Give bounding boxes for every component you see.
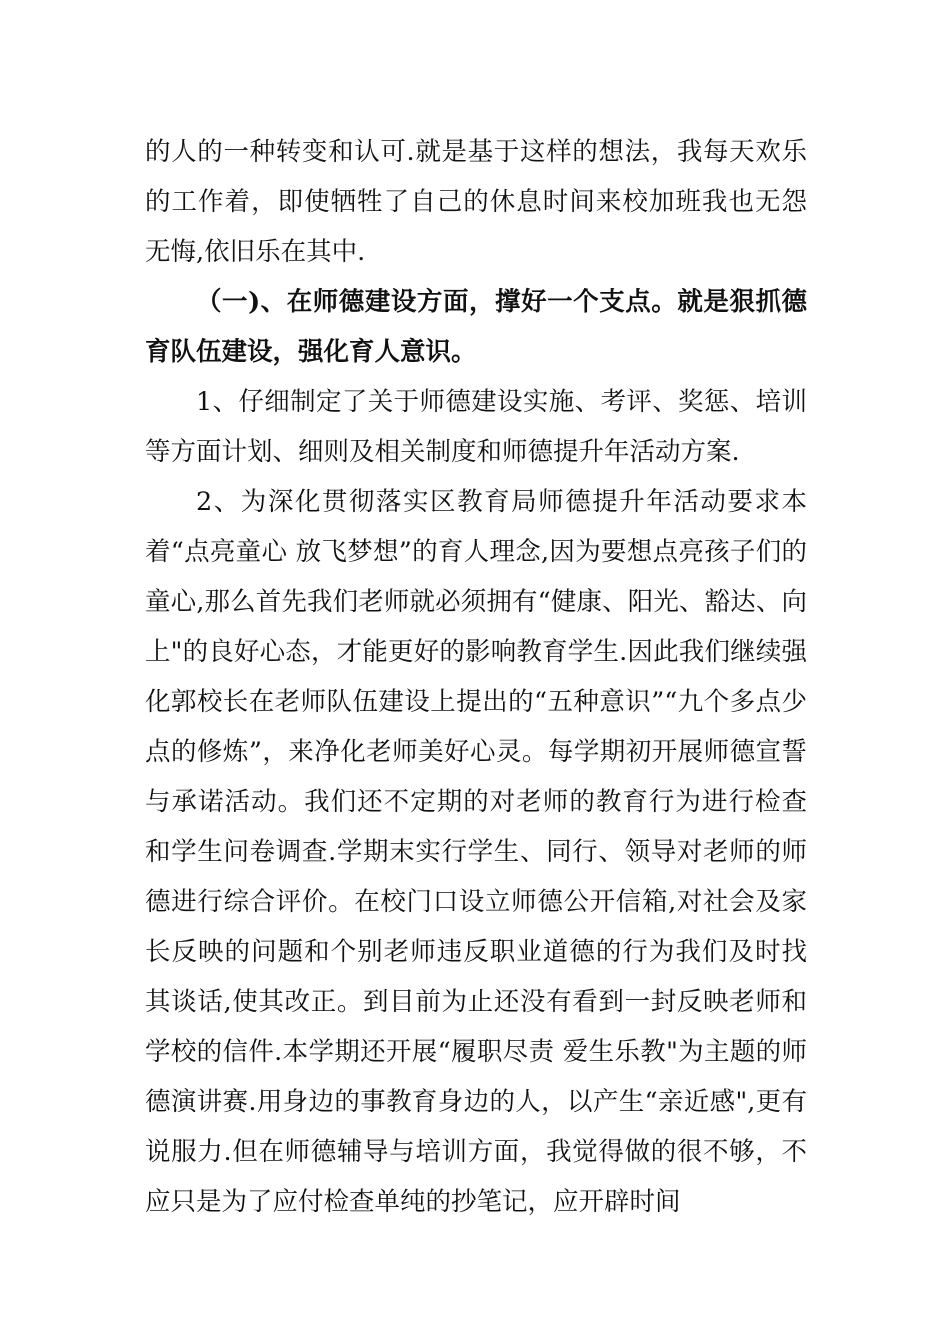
paragraph-item-2: 2、为深化贯彻落实区教育局师德提升年活动要求本着“点亮童心 放飞梦想”的育人理念,因为要想点亮孩子们的童心,那么首先我们老师就必须拥有“健康、阳光、豁达、向上"的良好心态，才能更好的影响教育学生.因此我们继续强化郭校长在老师队伍建设上提出的“五种意识”“九个多点少点的修炼”，来净化老师美好心灵。每学期初开展师德宣誓与承诺活动。我们还不定期的对老师的教育行为进行检查和学生问卷调查.学期末实行学生、同行、领导对老师的师德进行综合评价。在校门口设立师德公开信箱,对社会及家长反映的问题和个别老师违反职业道德的行为我们及时找其谈话,使其改正。到目前为止还没有看到一封反映老师和学校的信件.本学期还开展“履职尽责 爱生乐教"为主题的师德演讲赛.用身边的事教育身边的人，以产生“亲近感",更有说服力.但在师德辅导与培训方面，我觉得做的很不够，不应只是为了应付检查单纯的抄笔记，应开辟时间 (145, 487, 807, 1217)
paragraph-continuation: 的人的一种转变和认可.就是基于这样的想法，我每天欢乐的工作着，即使牺牲了自己的休息时间来校加班我也无怨无悔,依旧乐在其中. (145, 137, 807, 267)
document-page (145, 127, 807, 1227)
paragraph-item-1: 1、仔细制定了关于师德建设实施、考评、奖惩、培训等方面计划、细则及相关制度和师德提升年活动方案. (145, 387, 807, 467)
section-heading: （一)、在师德建设方面，撑好一个支点。就是狠抓德育队伍建设，强化育人意识。 (145, 287, 807, 367)
